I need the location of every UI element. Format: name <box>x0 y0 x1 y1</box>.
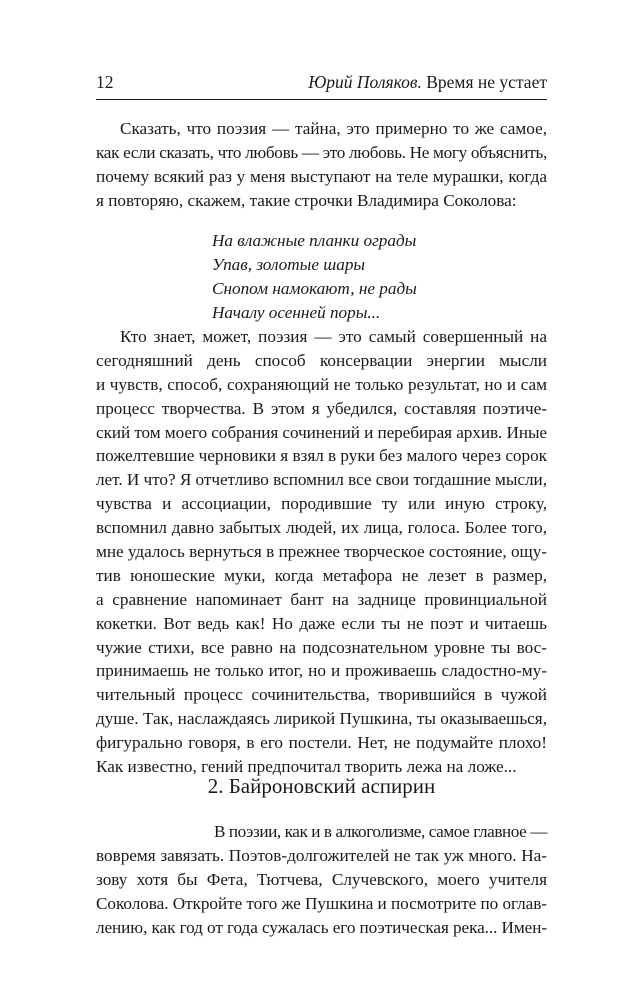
text-line: Кто знает, может, поэзия — это самый совершенный на <box>120 327 547 346</box>
text-line: кокетки. Вот ведь как! Но даже если ты не поэт и читаешь <box>96 613 547 633</box>
header-rule <box>96 99 547 100</box>
poem-line: Упав, золотые шары <box>212 254 366 274</box>
running-title <box>308 70 547 94</box>
text-line: как если сказать, что любовь — это любовь. Не могу объяснить, <box>96 142 547 162</box>
text-line: тив юношеские муки, когда метафора не лезет в размер, <box>96 565 547 585</box>
author-title: Юрий Поляков. <box>308 72 422 92</box>
poem-line: Началу осенней поры... <box>212 302 381 322</box>
page-number: 12 <box>96 72 114 92</box>
text-line: Соколова. Откройте того же Пушкина и посмотрите по оглав- <box>96 893 547 913</box>
poem-quote <box>212 229 417 325</box>
text-line: я повторяю, скажем, такие строчки Владимира Соколова: <box>96 190 517 210</box>
poem-line: На влажные планки ограды <box>212 231 417 250</box>
text-line: фигурально говоря, в его постели. Нет, не подумайте плохо! <box>96 733 547 753</box>
poem-line: Снопом намокают, не рады <box>212 278 417 298</box>
book-page <box>96 0 547 1001</box>
text-line: принимаешь не только итог, но и проживаешь сладостно-му- <box>96 661 547 681</box>
text-line: лению, как год от года сужалась его поэтическая река... Имен- <box>96 917 547 937</box>
section-heading: 2. Байроновский аспирин <box>207 774 436 798</box>
paragraph-1 <box>96 117 547 213</box>
text-line: почему всякий раз у меня выступают на теле мурашки, когда <box>96 166 547 186</box>
text-line: чужие стихи, все равно на подсознательном уровне ты вос- <box>96 637 547 657</box>
text-line: сегодняшний день способ консервации энергии мысли <box>96 350 547 370</box>
paragraph-3 <box>96 820 547 939</box>
text-line: лет. И что? Я отчетливо вспомнил все свои тогдашние мысли, <box>96 470 547 490</box>
book-title: Время не устает <box>426 72 547 92</box>
running-header <box>96 70 547 94</box>
text-line: и чувств, способ, сохраняющий не только результат, но и сам <box>96 374 547 394</box>
text-line: вспомнил давно забытых людей, их лица, голоса. Более того, <box>96 518 547 538</box>
text-line: чувства и ассоциации, породившие ту или иную строку, <box>96 494 547 514</box>
text-line: чительный процесс сочинительства, творившийся в чужой <box>96 685 547 705</box>
text-line: пожелтевшие черновики я взял в руки без малого через сорок <box>96 446 548 466</box>
text-line: В поэзии, как и в алкоголизме, самое главное — <box>214 822 547 841</box>
text-line: душе. Так, наслаждаясь лирикой Пушкина, ты оказываешься, <box>96 709 547 729</box>
text-line: Сказать, что поэзия — тайна, это примерно то же самое, <box>120 119 547 138</box>
text-line: ский том моего собрания сочинений и перебирая архив. Иные <box>96 422 547 442</box>
text-line: Как известно, гений предпочитал творить лежа на ложе... <box>96 757 517 777</box>
text-line: процесс творчества. В этом я убедился, составляя поэтиче- <box>96 398 547 418</box>
text-line: зову хотя бы Фета, Тютчева, Случевского, моего учителя <box>96 869 547 889</box>
text-line: а сравнение напоминает бант на заднице провинциальной <box>96 589 547 609</box>
text-line: вовремя завязать. Поэтов-долгожителей не так уж много. На- <box>96 845 547 865</box>
paragraph-2 <box>96 325 547 779</box>
text-line: мне удалось вернуться в прежнее творческое состояние, ощу- <box>96 542 547 562</box>
